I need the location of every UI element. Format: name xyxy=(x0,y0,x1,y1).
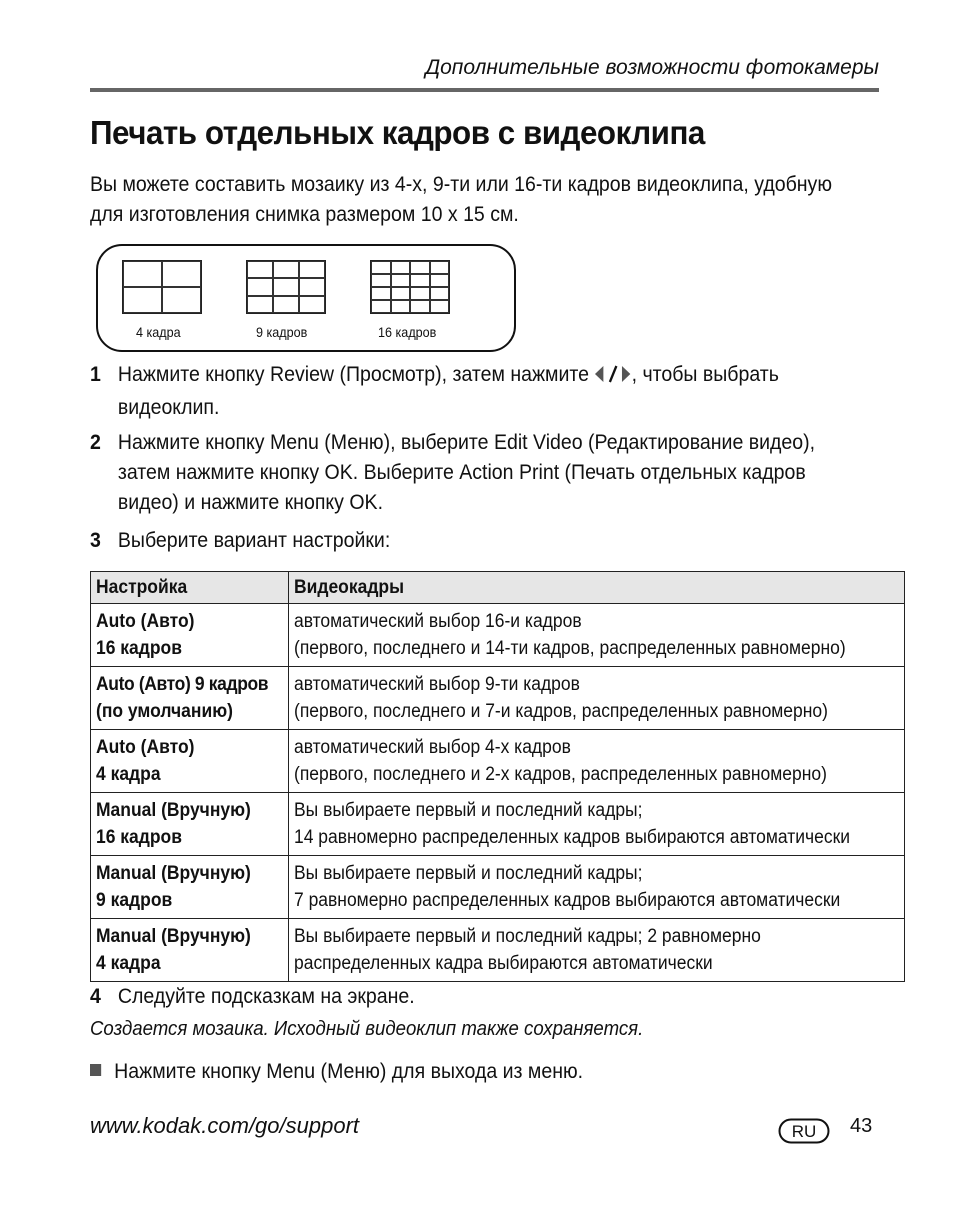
intro-line-2: для изготовления снимка размером 10 x 15 см. xyxy=(90,203,519,226)
mosaic-options-box xyxy=(96,244,516,352)
table-row xyxy=(91,919,905,982)
exit-menu-text: Нажмите кнопку Menu (Меню) для выхода из меню. xyxy=(114,1060,584,1083)
table-row xyxy=(91,730,905,793)
setting-cell: Auto (Авто) 16 кадров xyxy=(91,604,289,667)
frames-cell: автоматический выбор 4-х кадров (первого, последнего и 2-х кадров, распределенных равномерно) xyxy=(289,730,904,793)
setting-cell: Auto (Авто) 4 кадра xyxy=(91,730,289,793)
setting-cell: Manual (Вручную) 4 кадра xyxy=(91,919,289,982)
table-row xyxy=(91,604,905,667)
header-rule xyxy=(90,88,879,92)
step-3-number: 3 xyxy=(90,529,101,552)
frames-cell: автоматический выбор 16-и кадров (первого, последнего и 14-ти кадров, распределенных равномерно) xyxy=(289,604,904,667)
page-number: 43 xyxy=(850,1115,873,1137)
setting-cell: Auto (Авто) 9 кадров (по умолчанию) xyxy=(91,667,289,730)
step-1-text-line2: видеоклип. xyxy=(117,396,220,419)
mosaic-4-label: 4 кадра xyxy=(136,324,181,340)
intro-line-1: Вы можете составить мозаику из 4-х, 9-ти или 16-ти кадров видеоклипа, удобную xyxy=(90,173,832,196)
table-header-row xyxy=(91,572,905,604)
step-2 xyxy=(90,428,815,518)
frames-cell: автоматический выбор 9-ти кадров (первого, последнего и 7-и кадров, распределенных равномерно) xyxy=(289,667,904,730)
exit-menu-bullet xyxy=(90,1060,583,1084)
support-url-link[interactable]: www.kodak.com/go/support xyxy=(90,1113,360,1138)
mosaic-16-label: 16 кадров xyxy=(378,324,437,340)
mosaic-9-frames-icon xyxy=(246,260,326,314)
table-row xyxy=(91,793,905,856)
table-row xyxy=(91,667,905,730)
step-1-number: 1 xyxy=(90,363,101,386)
step-4-text: Следуйте подсказкам на экране. xyxy=(117,985,415,1008)
step-2-text-line3: видео) и нажмите кнопку OK. xyxy=(117,491,384,514)
frames-cell: Вы выбираете первый и последний кадры; 2 равномерно распределенных кадра выбираются автоматически xyxy=(289,919,904,982)
running-header: Дополнительные возможности фотокамеры xyxy=(425,56,879,79)
step-3 xyxy=(90,526,390,556)
step-1-text-a: Нажмите кнопку Review (Просмотр), затем нажмите xyxy=(117,363,589,386)
step-2-text-line1: Нажмите кнопку Menu (Меню), выберите Edit Video (Редактирование видео), xyxy=(117,431,816,454)
step-2-text-line2: затем нажмите кнопку OK. Выберите Action Print (Печать отдельных кадров xyxy=(117,461,806,484)
mosaic-16-frames-icon xyxy=(370,260,450,314)
table-row xyxy=(91,856,905,919)
step-4 xyxy=(90,982,415,1012)
setting-cell: Manual (Вручную) 16 кадров xyxy=(91,793,289,856)
step-4-number: 4 xyxy=(90,985,101,1008)
step-3-text: Выберите вариант настройки: xyxy=(117,529,391,552)
language-badge xyxy=(778,1118,830,1144)
column-header-frames: Видеокадры xyxy=(289,572,904,604)
setting-cell: Manual (Вручную) 9 кадров xyxy=(91,856,289,919)
language-badge-text: RU xyxy=(791,1122,817,1141)
mosaic-4-frames-icon xyxy=(122,260,202,314)
mosaic-9-label: 9 кадров xyxy=(256,324,308,340)
frames-cell: Вы выбираете первый и последний кадры; 14 равномерно распределенных кадров выбираются автоматически xyxy=(289,793,904,856)
intro-paragraph xyxy=(90,170,832,230)
left-right-arrows-icon xyxy=(594,363,631,393)
column-header-setting: Настройка xyxy=(91,572,289,604)
step-2-number: 2 xyxy=(90,431,101,454)
step-1 xyxy=(90,360,779,423)
result-note: Создается мозаика. Исходный видеоклип также сохраняется. xyxy=(90,1018,644,1040)
settings-table xyxy=(90,571,905,982)
page-title: Печать отдельных кадров с видеоклипа xyxy=(90,114,705,151)
frames-cell: Вы выбираете первый и последний кадры; 7 равномерно распределенных кадров выбираются автоматически xyxy=(289,856,904,919)
square-bullet-icon xyxy=(90,1064,101,1076)
step-1-text-b: , чтобы выбрать xyxy=(631,363,779,386)
